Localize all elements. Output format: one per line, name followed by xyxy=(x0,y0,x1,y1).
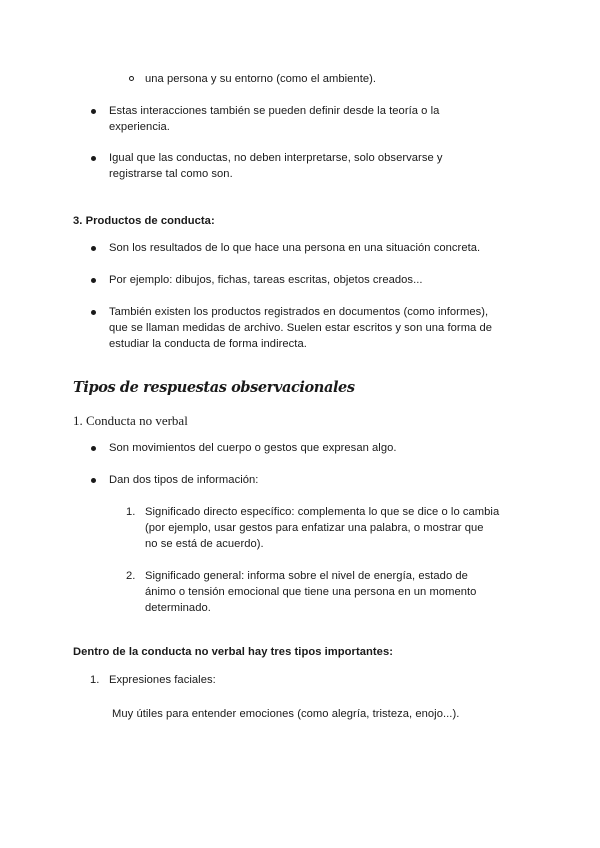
bullet-marker xyxy=(91,310,96,315)
bullet-text: Son los resultados de lo que hace una persona en una situación concreta. xyxy=(109,242,481,254)
list-number: 1. xyxy=(90,674,100,686)
bullet-text: experiencia. xyxy=(109,121,170,133)
list-number: 2. xyxy=(126,570,136,582)
bullet-text: Dan dos tipos de información: xyxy=(109,474,259,486)
bullet-text: estudiar la conducta de forma indirecta. xyxy=(109,338,307,350)
bullet-text: registrarse tal como son. xyxy=(109,168,233,180)
bold-paragraph: Dentro de la conducta no verbal hay tres tipos importantes: xyxy=(73,646,393,658)
sub-bullet-marker xyxy=(129,76,134,81)
numbered-item-text: Significado general: informa sobre el nivel de energía, estado de xyxy=(145,570,468,582)
numbered-item-text: Significado directo específico: complementa lo que se dice o lo cambia xyxy=(145,506,500,518)
bullet-text: que se llaman medidas de archivo. Suelen estar escritos y son una forma de xyxy=(109,322,493,334)
list-number: 1. xyxy=(126,506,136,518)
numbered-item-text: (por ejemplo, usar gestos para enfatizar una palabra, o mostrar que xyxy=(145,522,484,534)
section-heading: 3. Productos de conducta: xyxy=(73,215,215,227)
bullet-text: Por ejemplo: dibujos, fichas, tareas escritas, objetos creados... xyxy=(109,274,423,286)
bullet-marker xyxy=(91,246,96,251)
section-title: Tipos de respuestas observacionales xyxy=(73,379,355,396)
bullet-marker xyxy=(91,156,96,161)
numbered-item-text: ánimo o tensión emocional que tiene una persona en un momento xyxy=(145,586,477,598)
bullet-marker xyxy=(91,278,96,283)
subsection-heading: 1. Conducta no verbal xyxy=(73,413,188,428)
numbered-item-text: Expresiones faciales: xyxy=(109,674,216,686)
bullet-text: Son movimientos del cuerpo o gestos que expresan algo. xyxy=(109,442,397,454)
numbered-item-text: determinado. xyxy=(145,602,211,614)
body-paragraph: Muy útiles para entender emociones (como alegría, tristeza, enojo...). xyxy=(112,708,460,720)
bullet-marker xyxy=(91,478,96,483)
bullet-text: También existen los productos registrados en documentos (como informes), xyxy=(109,306,489,318)
bullet-marker xyxy=(91,109,96,114)
sub-bullet-text: una persona y su entorno (como el ambiente). xyxy=(145,73,377,85)
numbered-item-text: no se está de acuerdo). xyxy=(145,538,264,550)
bullet-text: Estas interacciones también se pueden definir desde la teoría o la xyxy=(109,105,440,117)
bullet-marker xyxy=(91,446,96,451)
bullet-text: Igual que las conductas, no deben interpretarse, solo observarse y xyxy=(109,152,443,164)
